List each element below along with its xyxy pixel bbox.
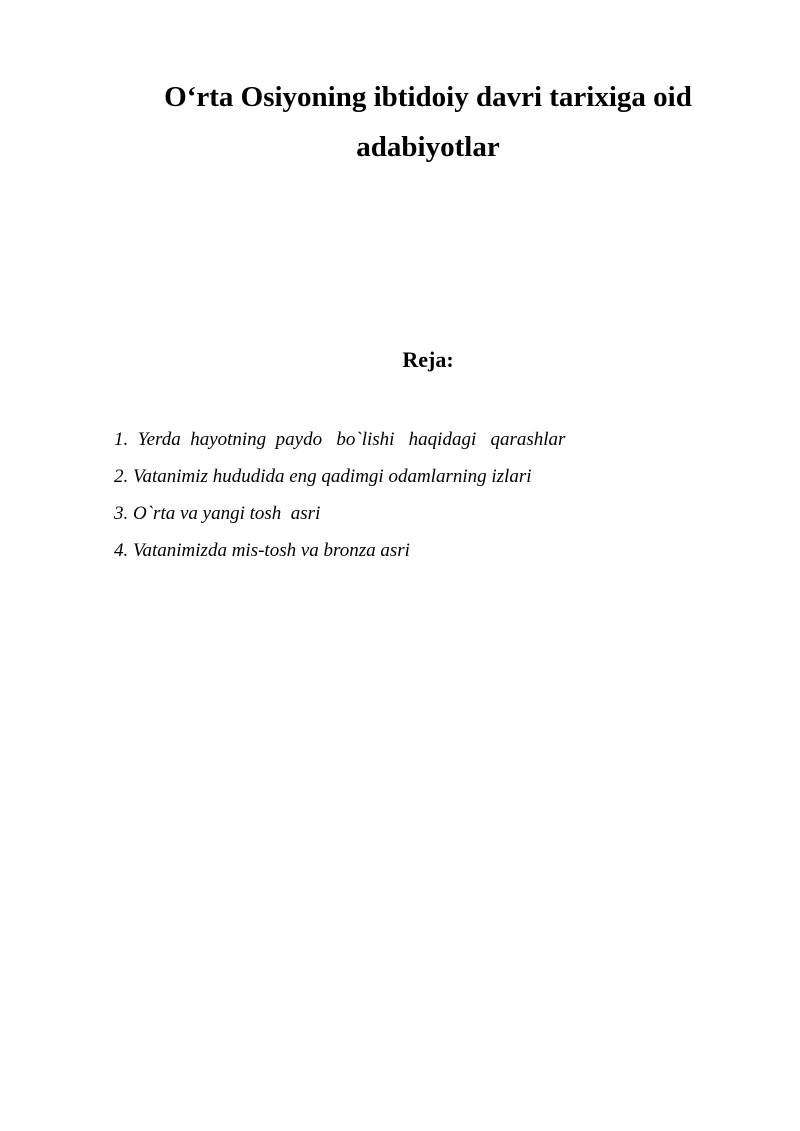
document-title-line-2: adabiyotlar [356,131,500,163]
plan-item: 3. O`rta va yangi tosh asri [114,503,321,524]
plan-item: 2. Vatanimiz hududida eng qadimgi odamlarning izlari [114,466,532,487]
plan-heading: Reja: [402,347,454,372]
plan-list [114,421,565,569]
plan-item: 1. Yerda hayotning paydo bo`lishi haqidagi qarashlar [114,429,566,450]
document-title-line-1: O‘rta Osiyoning ibtidoiy davri tarixiga oid [164,81,692,113]
document-title [0,72,800,172]
plan-item: 4. Vatanimizda mis-tosh va bronza asri [114,540,410,561]
